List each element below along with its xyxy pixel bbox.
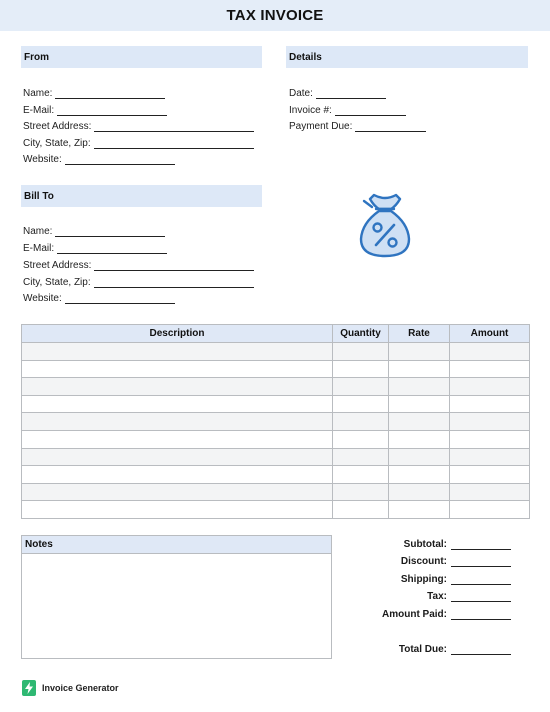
total-due-line[interactable] xyxy=(451,646,511,655)
invoice-number-field[interactable] xyxy=(289,104,406,116)
amount-cell[interactable] xyxy=(450,395,530,413)
bill-city-line[interactable] xyxy=(94,279,254,288)
rate-cell[interactable] xyxy=(389,430,450,448)
description-column-header: Description xyxy=(22,325,333,343)
table-row xyxy=(22,343,530,361)
bill-street-line[interactable] xyxy=(94,262,254,271)
quantity-cell[interactable] xyxy=(333,483,389,501)
description-cell[interactable] xyxy=(22,501,333,519)
description-cell[interactable] xyxy=(22,413,333,431)
description-cell[interactable] xyxy=(22,448,333,466)
rate-cell[interactable] xyxy=(389,501,450,519)
line-items-table xyxy=(21,324,530,519)
from-email-label: E-Mail: xyxy=(23,105,55,116)
total-due-field[interactable] xyxy=(399,643,511,655)
from-website-line[interactable] xyxy=(65,156,175,165)
brand-name: Invoice Generator xyxy=(42,683,119,693)
notes-heading: Notes xyxy=(22,536,331,554)
rate-cell[interactable] xyxy=(389,378,450,396)
quantity-cell[interactable] xyxy=(333,395,389,413)
from-email-field[interactable] xyxy=(23,104,167,116)
amount-paid-field[interactable] xyxy=(382,608,511,620)
bill-city-label: City, State, Zip: xyxy=(23,277,91,288)
subtotal-field[interactable] xyxy=(404,538,511,550)
amount-cell[interactable] xyxy=(450,430,530,448)
date-field[interactable] xyxy=(289,87,386,99)
notes-box[interactable] xyxy=(21,535,332,659)
amount-cell[interactable] xyxy=(450,343,530,361)
brand-footer[interactable] xyxy=(22,680,119,696)
bill-email-line[interactable] xyxy=(57,245,167,254)
quantity-cell[interactable] xyxy=(333,501,389,519)
brand-logo-icon xyxy=(22,680,36,696)
bill-name-field[interactable] xyxy=(23,225,165,237)
tax-line[interactable] xyxy=(451,593,511,602)
from-website-field[interactable] xyxy=(23,153,175,165)
invoice-number-label: Invoice #: xyxy=(289,105,332,116)
bill-name-label: Name: xyxy=(23,226,53,237)
from-name-label: Name: xyxy=(23,88,53,99)
amount-column-header: Amount xyxy=(450,325,530,343)
from-name-line[interactable] xyxy=(55,90,165,99)
rate-column-header: Rate xyxy=(389,325,450,343)
amount-cell[interactable] xyxy=(450,413,530,431)
tax-label: Tax: xyxy=(427,591,447,602)
payment-due-field[interactable] xyxy=(289,120,426,132)
from-name-field[interactable] xyxy=(23,87,165,99)
bill-city-field[interactable] xyxy=(23,276,254,288)
bill-name-line[interactable] xyxy=(55,228,165,237)
from-street-label: Street Address: xyxy=(23,121,92,132)
quantity-cell[interactable] xyxy=(333,360,389,378)
rate-cell[interactable] xyxy=(389,466,450,484)
description-cell[interactable] xyxy=(22,483,333,501)
description-cell[interactable] xyxy=(22,378,333,396)
amount-cell[interactable] xyxy=(450,378,530,396)
table-row xyxy=(22,430,530,448)
quantity-cell[interactable] xyxy=(333,448,389,466)
shipping-label: Shipping: xyxy=(400,574,447,585)
total-due-label: Total Due: xyxy=(398,644,447,655)
quantity-cell[interactable] xyxy=(333,430,389,448)
money-bag-percent-icon xyxy=(356,193,414,259)
quantity-cell[interactable] xyxy=(333,413,389,431)
table-row xyxy=(22,501,530,519)
subtotal-line[interactable] xyxy=(451,541,511,550)
payment-due-label: Payment Due: xyxy=(289,121,353,132)
from-city-field[interactable] xyxy=(23,137,254,149)
lightning-bolt-icon xyxy=(24,682,34,694)
discount-line[interactable] xyxy=(451,558,511,567)
bill-email-label: E-Mail: xyxy=(23,243,55,254)
from-city-label: City, State, Zip: xyxy=(23,138,91,149)
date-line[interactable] xyxy=(316,90,386,99)
payment-due-line[interactable] xyxy=(355,123,426,132)
description-cell[interactable] xyxy=(22,360,333,378)
table-row xyxy=(22,378,530,396)
rate-cell[interactable] xyxy=(389,395,450,413)
amount-paid-line[interactable] xyxy=(451,611,511,620)
description-cell[interactable] xyxy=(22,466,333,484)
rate-cell[interactable] xyxy=(389,413,450,431)
from-website-label: Website: xyxy=(23,154,62,165)
description-cell[interactable] xyxy=(22,395,333,413)
bill-website-field[interactable] xyxy=(23,292,175,304)
quantity-cell[interactable] xyxy=(333,343,389,361)
subtotal-label: Subtotal: xyxy=(403,539,447,550)
amount-paid-label: Amount Paid: xyxy=(382,609,447,620)
bill-street-field[interactable] xyxy=(23,259,254,271)
from-city-line[interactable] xyxy=(94,140,254,149)
table-header-row xyxy=(22,325,530,343)
discount-label: Discount: xyxy=(400,556,447,567)
shipping-line[interactable] xyxy=(451,576,511,585)
from-email-line[interactable] xyxy=(57,107,167,116)
bill-website-label: Website: xyxy=(23,293,62,304)
bill-to-heading: Bill To xyxy=(21,185,262,207)
from-street-field[interactable] xyxy=(23,120,254,132)
amount-cell[interactable] xyxy=(450,501,530,519)
date-label: Date: xyxy=(289,88,313,99)
description-cell[interactable] xyxy=(22,430,333,448)
bill-email-field[interactable] xyxy=(23,242,167,254)
table-row xyxy=(22,466,530,484)
amount-cell[interactable] xyxy=(450,448,530,466)
table-row xyxy=(22,395,530,413)
shipping-field[interactable] xyxy=(401,573,511,585)
quantity-cell[interactable] xyxy=(333,466,389,484)
table-row xyxy=(22,360,530,378)
details-heading: Details xyxy=(286,46,528,68)
invoice-number-line[interactable] xyxy=(335,107,406,116)
quantity-column-header: Quantity xyxy=(333,325,389,343)
quantity-cell[interactable] xyxy=(333,378,389,396)
title-bar xyxy=(0,0,550,31)
rate-cell[interactable] xyxy=(389,483,450,501)
table-row xyxy=(22,448,530,466)
amount-cell[interactable] xyxy=(450,360,530,378)
from-heading: From xyxy=(21,46,262,68)
description-cell[interactable] xyxy=(22,343,333,361)
bill-street-label: Street Address: xyxy=(23,260,92,271)
bill-website-line[interactable] xyxy=(65,295,175,304)
discount-field[interactable] xyxy=(401,555,511,567)
table-row xyxy=(22,483,530,501)
rate-cell[interactable] xyxy=(389,448,450,466)
amount-cell[interactable] xyxy=(450,466,530,484)
table-row xyxy=(22,413,530,431)
tax-field[interactable] xyxy=(427,590,511,602)
rate-cell[interactable] xyxy=(389,360,450,378)
document-title: TAX INVOICE xyxy=(226,7,324,24)
amount-cell[interactable] xyxy=(450,483,530,501)
rate-cell[interactable] xyxy=(389,343,450,361)
from-street-line[interactable] xyxy=(94,123,254,132)
